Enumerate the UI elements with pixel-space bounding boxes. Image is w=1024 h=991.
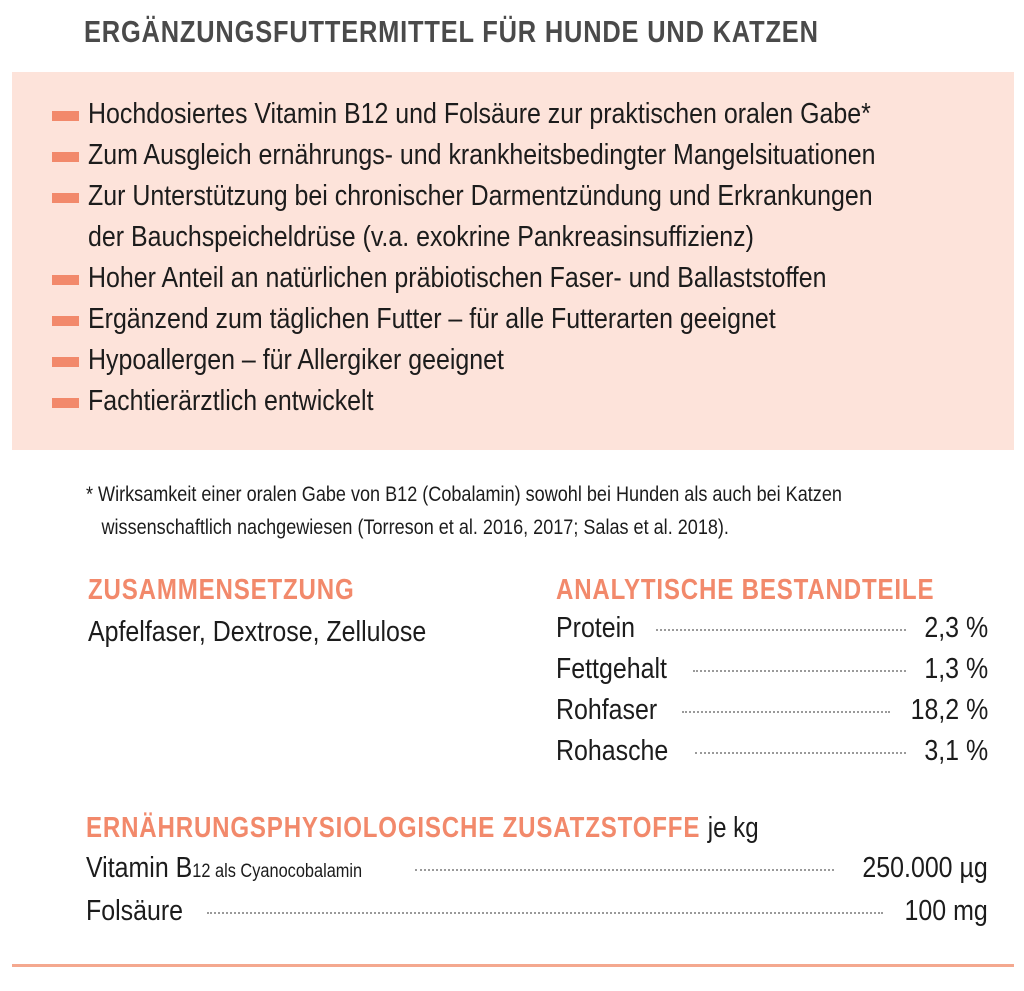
bullet-icon: [52, 275, 79, 285]
bullet-icon: [52, 398, 79, 408]
row-value: 1,3 %: [924, 653, 988, 685]
bullet-icon: [52, 193, 79, 203]
dot-leader: [693, 670, 906, 672]
row-label: Rohasche: [556, 735, 669, 767]
dot-leader: [415, 869, 834, 871]
table-row: [556, 612, 988, 653]
table-row: [86, 895, 988, 938]
list-item: Hypoallergen – für Allergiker geeignet: [52, 340, 1004, 381]
row-value: 100 mg: [904, 895, 988, 927]
row-label: Vitamin B12 als Cyanocobalamin: [86, 852, 363, 884]
table-row: [556, 735, 988, 776]
benefits-list: [52, 94, 1004, 422]
footnote: [86, 478, 1006, 544]
list-item: Fachtierärztlich entwickelt: [52, 381, 1004, 422]
additives-heading: ERNÄHRUNGSPHYSIOLOGISCHE ZUSATZSTOFFE je kg: [86, 812, 759, 844]
analytic-heading: ANALYTISCHE BESTANDTEILE: [556, 574, 935, 606]
footnote-line: wissenschaftlich nachgewiesen (Torreson et al. 2016, 2017; Salas et al. 2018).: [101, 516, 729, 539]
table-row: [86, 852, 988, 895]
per-kg-label: je kg: [707, 812, 759, 844]
table-row: [556, 653, 988, 694]
row-label: Folsäure: [86, 895, 184, 927]
composition-heading: ZUSAMMENSETZUNG: [88, 574, 355, 606]
row-label-subscript: 12 als Cyanocobalamin: [192, 861, 363, 882]
list-item: Hochdosiertes Vitamin B12 und Folsäure zur praktischen oralen Gabe*: [52, 94, 1004, 135]
list-item: Hoher Anteil an natürlichen präbiotischen Faser- und Ballaststoffen: [52, 258, 1004, 299]
list-item: Zum Ausgleich ernährungs- und krankheitsbedingter Mangelsituationen: [52, 135, 1004, 176]
bullet-icon: [52, 152, 79, 162]
row-label: Fettgehalt: [556, 653, 667, 685]
additives-table: [86, 852, 988, 938]
bullet-icon: [52, 316, 79, 326]
row-value: 250.000 µg: [862, 852, 988, 884]
dot-leader: [656, 629, 906, 631]
row-value: 3,1 %: [924, 735, 988, 767]
row-label: Protein: [556, 612, 636, 644]
analytic-table: [556, 612, 988, 776]
footnote-line: * Wirksamkeit einer oralen Gabe von B12 (Cobalamin) sowohl bei Hunden als auch bei Katzen: [86, 483, 842, 506]
list-item-continuation: der Bauchspeicheldrüse (v.a. exokrine Pankreasinsuffizienz): [88, 221, 754, 253]
list-item: Ergänzend zum täglichen Futter – für alle Futterarten geeignet: [52, 299, 1004, 340]
bottom-rule: [12, 964, 1014, 967]
dot-leader: [695, 752, 906, 754]
row-value: 18,2 %: [910, 694, 988, 726]
dot-leader: [207, 912, 883, 914]
table-row: [556, 694, 988, 735]
dot-leader: [682, 711, 890, 713]
benefits-panel: [12, 72, 1014, 450]
row-label: Rohfaser: [556, 694, 658, 726]
composition-text: Apfelfaser, Dextrose, Zellulose: [88, 616, 427, 648]
list-item: Zur Unterstützung bei chronischer Darmentzündung und Erkrankungen der Bauchspeicheldrüse (v.a. exokrine Pankreasinsuffizienz): [52, 176, 1004, 258]
page-title: ERGÄNZUNGSFUTTERMITTEL FÜR HUNDE UND KATZEN: [84, 14, 819, 49]
bullet-icon: [52, 111, 79, 121]
row-value: 2,3 %: [924, 612, 988, 644]
bullet-icon: [52, 357, 79, 367]
